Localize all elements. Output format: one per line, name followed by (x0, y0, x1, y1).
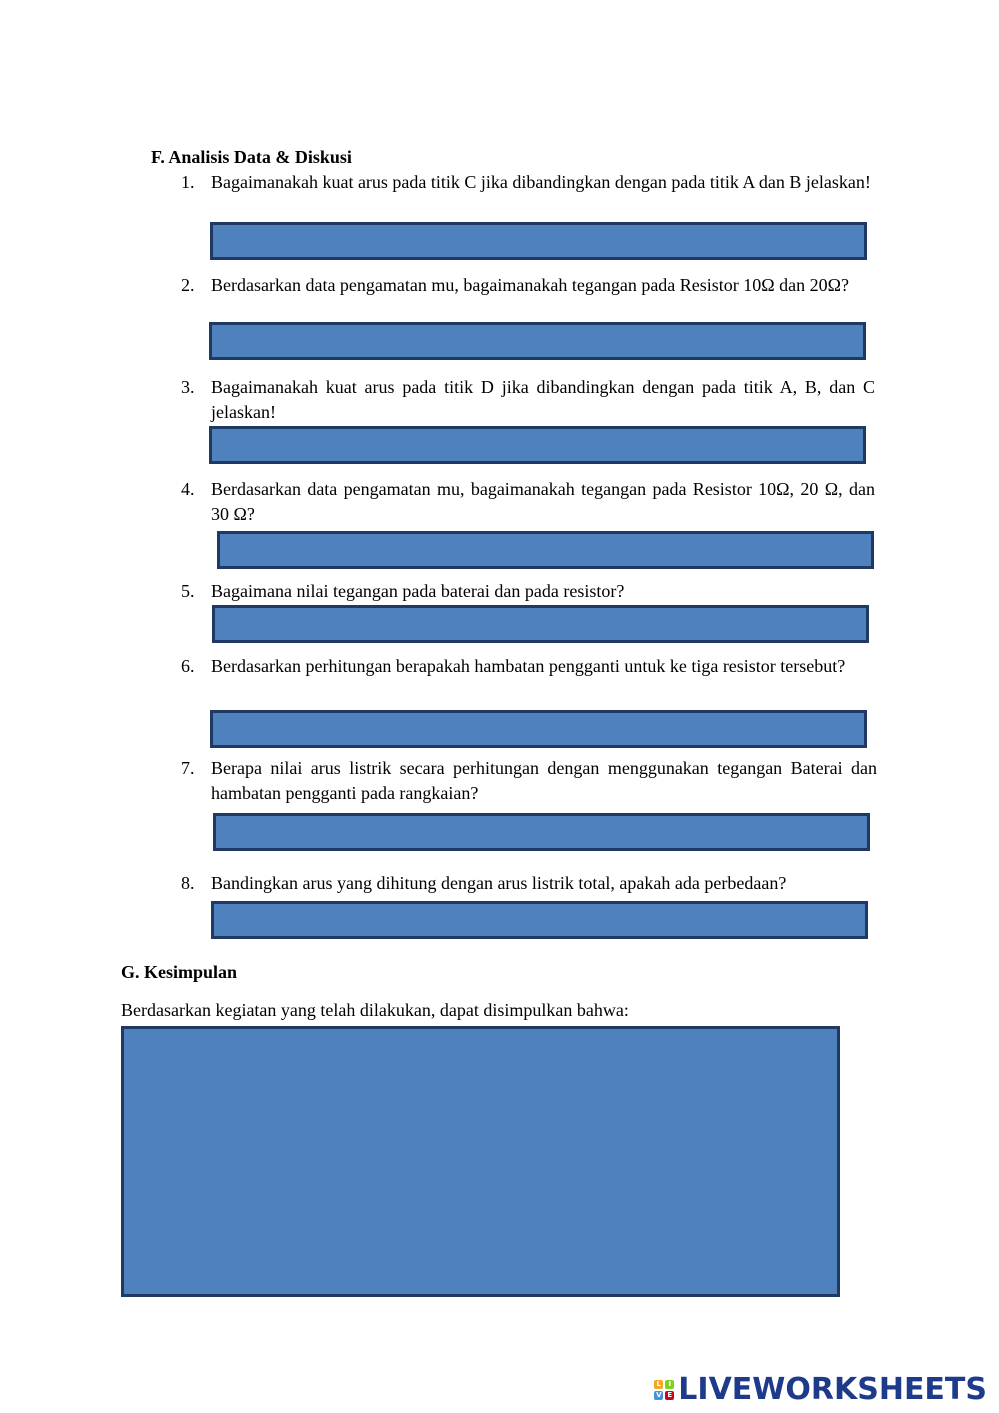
section-g-title: G. Kesimpulan (121, 962, 238, 982)
answer-box-2[interactable] (209, 322, 866, 360)
answer-box-7[interactable] (213, 813, 870, 851)
conclusion-answer-box[interactable] (121, 1026, 840, 1297)
section-f-title: F. Analisis Data & Diskusi (151, 147, 352, 167)
question-6-number: 6. (181, 656, 195, 676)
question-2-text: Berdasarkan data pengamatan mu, bagaimanakah tegangan pada Resistor 10Ω dan 20Ω? (211, 275, 850, 295)
question-8-text: Bandingkan arus yang dihitung dengan arus listrik total, apakah ada perbedaan? (211, 873, 787, 893)
answer-box-3[interactable] (209, 426, 866, 464)
question-3-number: 3. (181, 377, 195, 397)
question-8-number: 8. (181, 873, 195, 893)
liveworksheets-logo (654, 1372, 987, 1407)
answer-box-6[interactable] (210, 710, 867, 748)
question-4-text: Berdasarkan data pengamatan mu, bagaimanakah tegangan pada Resistor 10Ω, 20 Ω, dan 30 Ω? (211, 479, 875, 524)
question-7-number: 7. (181, 758, 195, 778)
liveworksheets-logo-text: LIVEWORKSHEETS (678, 1372, 987, 1407)
question-3-text: Bagaimanakah kuat arus pada titik D jika dibandingkan dengan pada titik A, B, dan C jelaskan! (211, 377, 875, 422)
answer-box-5[interactable] (212, 605, 869, 643)
question-5-number: 5. (181, 581, 195, 601)
answer-box-8[interactable] (211, 901, 868, 939)
liveworksheets-logo-icon: L I V E (654, 1380, 674, 1400)
question-5-text: Bagaimana nilai tegangan pada baterai dan pada resistor? (211, 581, 625, 601)
question-2-number: 2. (181, 275, 195, 295)
question-7-text: Berapa nilai arus listrik secara perhitungan dengan menggunakan tegangan Baterai dan hambatan pengganti pada rangkaian? (211, 758, 877, 803)
question-4-number: 4. (181, 479, 195, 499)
conclusion-intro: Berdasarkan kegiatan yang telah dilakukan, dapat disimpulkan bahwa: (121, 1000, 629, 1020)
question-1-number: 1. (181, 172, 195, 192)
answer-box-4[interactable] (217, 531, 874, 569)
question-1-text: Bagaimanakah kuat arus pada titik C jika dibandingkan dengan pada titik A dan B jelaskan! (211, 172, 871, 192)
answer-box-1[interactable] (210, 222, 867, 260)
question-6-text: Berdasarkan perhitungan berapakah hambatan pengganti untuk ke tiga resistor tersebut? (211, 656, 846, 676)
